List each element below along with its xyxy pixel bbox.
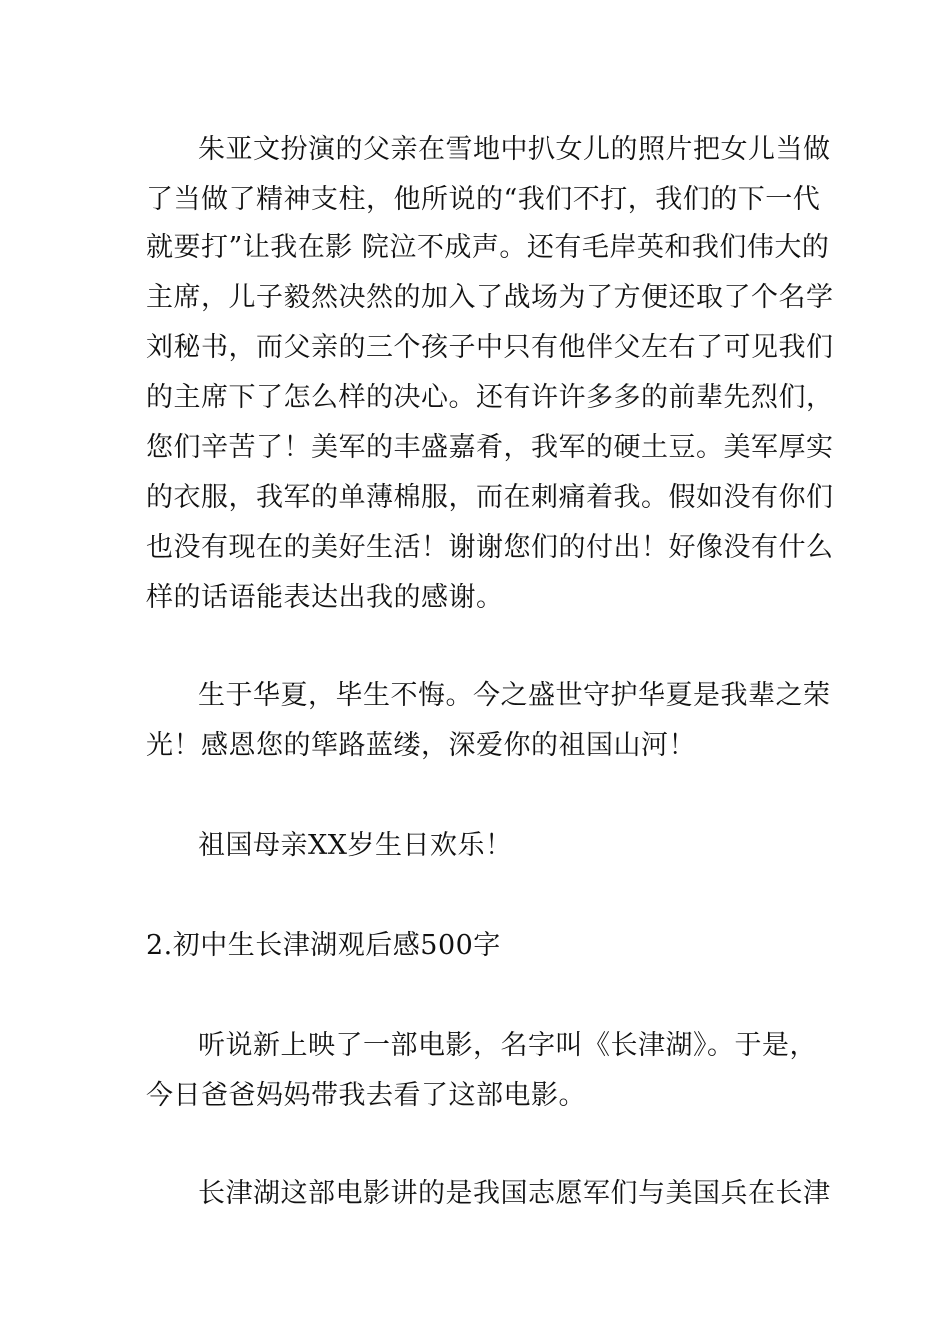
paragraph-line: 光！感恩您的筚路蓝缕，深爱你的祖国山河！ [146, 730, 696, 761]
paragraph-line: 今日爸爸妈妈带我去看了这部电影。 [146, 1080, 586, 1111]
paragraph-line: 的衣服，我军的单薄棉服，而在刺痛着我。假如没有你们 [146, 482, 834, 513]
paragraph-line: 也没有现在的美好生活！谢谢您们的付出！好像没有什么 [146, 532, 834, 563]
paragraph-line: 生于华夏，毕生不悔。今之盛世守护华夏是我辈之荣 [198, 680, 831, 711]
paragraph-line: 的主席下了怎么样的决心。还有许许多多的前辈先烈们， [146, 382, 834, 413]
paragraph-line: 就要打”让我在影 院泣不成声。还有毛岸英和我们伟大的 [146, 232, 830, 263]
paragraph-line: 祖国母亲XX岁生日欢乐！ [198, 830, 513, 861]
paragraph-line: 了当做了精神支柱，他所说的“我们不打，我们的下一代 [146, 184, 821, 215]
paragraph-line: 样的话语能表达出我的感谢。 [146, 582, 504, 613]
paragraph-line: 刘秘书，而父亲的三个孩子中只有他伴父左右了可见我们 [146, 332, 834, 363]
paragraph-line: 朱亚文扮演的父亲在雪地中扒女儿的照片把女儿当做 [198, 134, 831, 165]
paragraph-line: 长津湖这部电影讲的是我国志愿军们与美国兵在长津 [198, 1178, 831, 1209]
paragraph-line: 您们辛苦了！美军的丰盛嘉肴，我军的硬土豆。美军厚实 [146, 432, 834, 463]
paragraph-line: 听说新上映了一部电影，名字叫《长津湖》。于是， [198, 1030, 817, 1061]
section-heading: 2.初中生长津湖观后感500字 [146, 930, 501, 961]
paragraph-line: 主席，儿子毅然决然的加入了战场为了方便还取了个名学 [146, 282, 834, 313]
